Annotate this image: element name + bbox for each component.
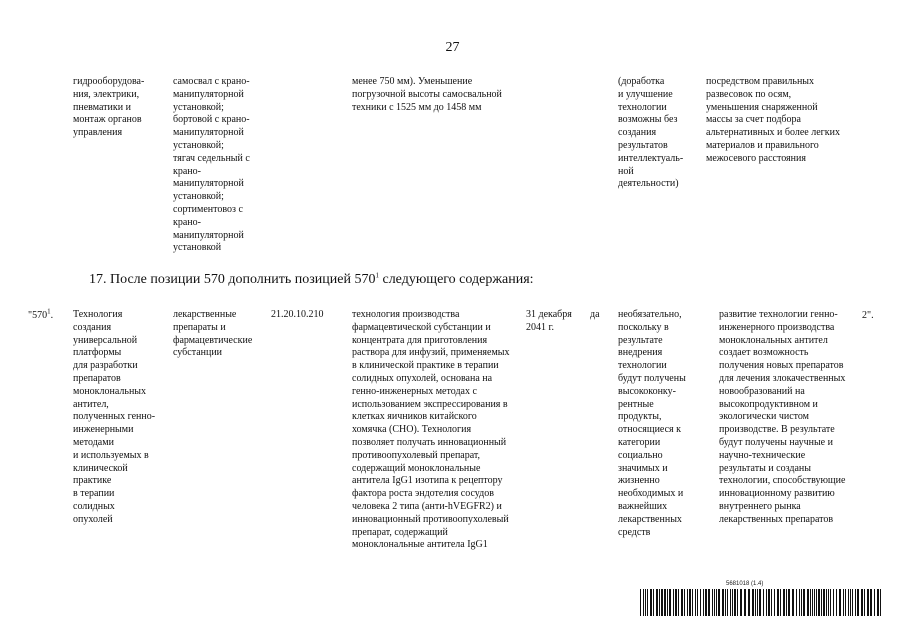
entry-description: технология производства фармацевтической субстанции и концентрата для приготовления раствора для инфузий, применяемых в клинической практике в терапии солидных опухолей, основана на генно-инженерных методах с использованием экспрессирования в клетках яичников китайского хомячка (CHO). Технология позволяет получать инновационный противоопухолевый препарат, содержащий моноклональные антитела IgG1 изотипа к рецептору фактора роста эндотелия сосудов человека 2 типа (анти-hVEGFR2) и инновационный противоопухолевый препарат, содержащий моноклональные антитела IgG1 <box>352 309 510 551</box>
top-col1-cell: гидрооборудова- ния, электрики, пневматики и монтаж органов управления <box>73 76 145 139</box>
entry-close-mark: 2". <box>862 310 874 321</box>
top-col4-cell: менее 750 мм). Уменьшение погрузочной высоты самосвальной техники с 1525 мм до 1458 мм <box>352 76 502 113</box>
entry-number-dot: . <box>50 310 54 321</box>
top-col7-cell: посредством правильных развесовок по осям, уменьшения снаряженной массы за счет подбора альтернативных и более легких материалов и правильного межосевого расстояния <box>706 76 840 164</box>
top-col2-cell: самосвал с крано- манипуляторной установкой; бортовой с крано- манипуляторной установкой; тягач седельный с крано- манипуляторной установкой; сортиментовоз с крано- манипуляторной установкой <box>173 76 250 254</box>
entry-product-group: лекарственные препараты и фармацевтические субстанции <box>173 309 253 359</box>
page-number: 27 <box>445 40 460 55</box>
heading-text-before: 17. После позиции 570 дополнить позицией 570 <box>89 272 376 287</box>
entry-okpd-code: 21.20.10.210 <box>271 309 324 320</box>
heading-sup: 1 <box>375 271 379 280</box>
barcode-icon <box>640 589 881 616</box>
entry-number: "570 <box>28 310 48 321</box>
entry-technology-name: Технология создания универсальной платформы для разработки препаратов моноклональных антител, полученных генно- инженерными методами и используемых в клинической практике в терапии солидных опухолей <box>73 309 156 525</box>
entry-deadline: 31 декабря 2041 г. <box>526 309 572 333</box>
section-heading <box>89 272 534 288</box>
entry-number-sup: 1 <box>47 307 51 316</box>
entry-flag: да <box>590 309 600 320</box>
entry-justification: необязательно, поскольку в результате внедрения технологии будут получены высококонку- рентные продукты, относящиеся к категории социально значимых и жизненно необходимых и важнейших лекарственных средств <box>618 309 686 538</box>
heading-text-after: следующего содержания: <box>378 272 534 287</box>
barcode-label: 5681018 (1.4) <box>726 581 764 587</box>
top-col6-cell: (доработка и улучшение технологии возможны без создания результатов интеллектуаль- ной деятельности) <box>618 76 684 190</box>
entry-open-mark <box>28 307 54 323</box>
entry-result: развитие технологии генно- инженерного производства моноклональных антител создает возможность получения новых препаратов для лечения злокачественных новообразований на высокопродуктивном и экологически чистом производстве. В результате будут получены научные и научно-технические результаты и созданы технологии, способствующие инновационному развитию внутреннего рынка лекарственных препаратов <box>719 309 846 525</box>
